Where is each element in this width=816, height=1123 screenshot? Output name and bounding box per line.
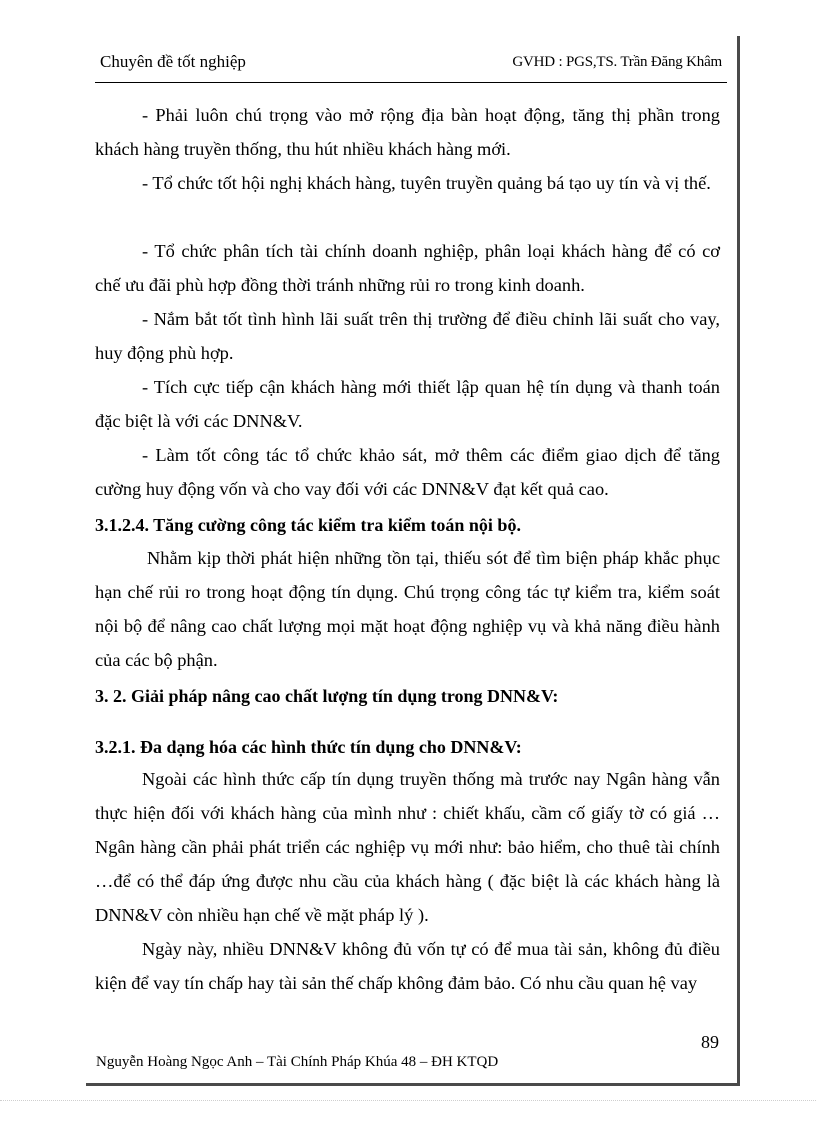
page-footer: Nguyễn Hoàng Ngọc Anh – Tài Chính Pháp Khúa 48 – ĐH KTQD [96, 1054, 499, 1070]
body-paragraph: Ngoài các hình thức cấp tín dụng truyền thống mà trước nay Ngân hàng vẫn thực hiện đối với khách hàng của mình như : chiết khấu, cầm cố giấy tờ có giá … Ngân hàng cần phải phát triển các nghiệp vụ mới như: bảo hiểm, cho thuê tài chính …để có thể đáp ứng được nhu cầu của khách hàng ( đặc biệt là các khách hàng là DNN&V còn nhiều hạn chế về mặt pháp lý ). [95, 769, 720, 925]
bullet-paragraph: - Phải luôn chú trọng vào mở rộng địa bàn hoạt động, tăng thị phần trong khách hàng truyền thống, thu hút nhiều khách hàng mới. [95, 105, 720, 159]
subsection-heading: 3.2.1. Đa dạng hóa các hình thức tín dụng cho DNN&V: [95, 737, 522, 757]
page-header [100, 52, 722, 76]
section-paragraph: Nhằm kịp thời phát hiện những tồn tại, thiếu sót để tìm biện pháp khắc phục hạn chế rủi ro trong hoạt động tín dụng. Chú trọng công tác tự kiểm tra, kiểm soát nội bộ để nâng cao chất lượng mọi mặt hoạt động nghiệp vụ và khả năng điều hành của các bộ phận. [95, 548, 720, 670]
bullet-paragraph: - Làm tốt công tác tổ chức khảo sát, mở thêm các điểm giao dịch để tăng cường huy động vốn và cho vay đối với các DNN&V đạt kết quả cao. [95, 445, 720, 499]
header-advisor: GVHD : PGS,TS. Trần Đăng Khâm [512, 54, 722, 70]
bullet-paragraph: - Tích cực tiếp cận khách hàng mới thiết lập quan hệ tín dụng và thanh toán đặc biệt là với các DNN&V. [95, 377, 720, 431]
bullet-paragraph: - Tổ chức phân tích tài chính doanh nghiệp, phân loại khách hàng để có cơ chế ưu đãi phù hợp đồng thời tránh những rủi ro trong kinh doanh. [95, 241, 720, 295]
bullet-paragraph: - Tổ chức tốt hội nghị khách hàng, tuyên truyền quảng bá tạo uy tín và vị thế. [142, 173, 711, 193]
body-paragraph: Ngày này, nhiều DNN&V không đủ vốn tự có để mua tài sản, không đủ điều kiện để vay tín chấp hay tài sản thế chấp không đảm bảo. Có nhu cầu quan hệ vay [95, 939, 720, 993]
page-bottom-separator [0, 1100, 816, 1101]
section-heading: 3.1.2.4. Tăng cường công tác kiểm tra kiểm toán nội bộ. [95, 515, 521, 535]
header-title: Chuyên đề tốt nghiệp [100, 52, 246, 71]
section-heading: 3. 2. Giải pháp nâng cao chất lượng tín dụng trong DNN&V: [95, 686, 559, 706]
header-divider [95, 82, 727, 83]
page-number: 89 [701, 1032, 719, 1052]
bullet-paragraph: - Nắm bắt tốt tình hình lãi suất trên thị trường để điều chỉnh lãi suất cho vay, huy động phù hợp. [95, 309, 720, 363]
